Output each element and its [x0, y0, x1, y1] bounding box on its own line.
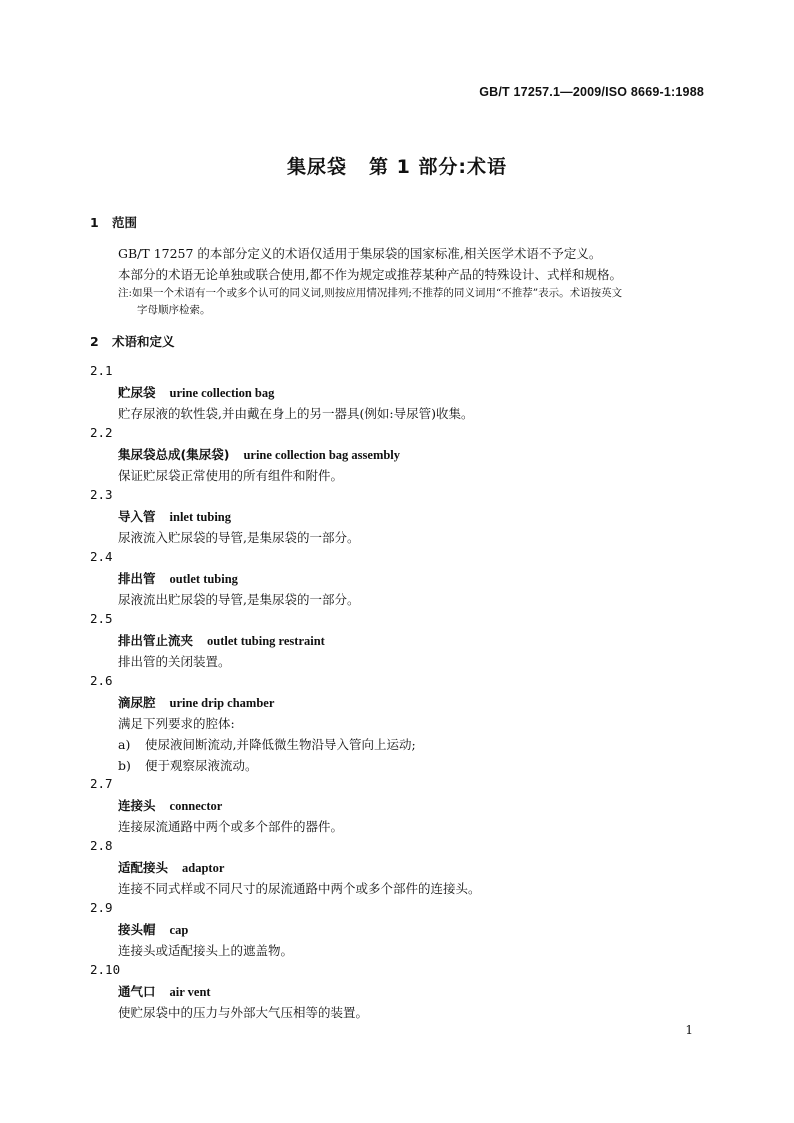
page-number: 1 — [685, 1023, 693, 1037]
term-definition: 排出管的关闭装置。 — [118, 654, 231, 669]
term-heading: 接头帽 cap — [118, 922, 189, 937]
term-heading: 通气口 air vent — [118, 984, 211, 999]
term-number: 2.6 — [90, 673, 113, 688]
term-number: 2.3 — [90, 487, 113, 502]
section-heading-scope: 1 范围 — [90, 215, 138, 230]
term-heading: 适配接头 adaptor — [118, 860, 225, 875]
scope-note-line-2: 字母顺序检索。 — [137, 304, 211, 316]
list-item: a) 使尿液间断流动,并降低微生物沿导入管向上运动; — [118, 737, 416, 752]
term-number: 2.4 — [90, 549, 113, 564]
term-definition: 使贮尿袋中的压力与外部大气压相等的装置。 — [118, 1005, 369, 1020]
term-number: 2.5 — [90, 611, 113, 626]
term-number: 2.10 — [90, 962, 121, 977]
section-heading-terms: 2 术语和定义 — [90, 334, 175, 349]
term-definition: 连接头或适配接头上的遮盖物。 — [118, 943, 294, 958]
term-heading: 排出管止流夹 outlet tubing restraint — [118, 633, 325, 648]
term-heading: 排出管 outlet tubing — [118, 571, 238, 586]
list-item: b) 便于观察尿液流动。 — [118, 758, 258, 773]
term-heading: 集尿袋总成(集尿袋) urine collection bag assembly — [118, 447, 401, 462]
term-heading: 滴尿腔 urine drip chamber — [118, 695, 275, 710]
scope-note-line-1: 注:如果一个术语有一个或多个认可的同义词,则按应用情况排列;不推荐的同义词用“不推荐”表示。术语按英文 — [118, 287, 623, 299]
scope-paragraph-1: GB/T 17257 的本部分定义的术语仅适用于集尿袋的国家标准,相关医学术语不予定义。 — [118, 246, 602, 261]
page-title — [0, 152, 794, 179]
term-definition: 连接尿流通路中两个或多个部件的器件。 — [118, 819, 344, 834]
term-number: 2.1 — [90, 363, 113, 378]
term-number: 2.7 — [90, 776, 113, 791]
term-definition: 保证贮尿袋正常使用的所有组件和附件。 — [118, 468, 344, 483]
term-number: 2.8 — [90, 838, 113, 853]
scope-note — [118, 285, 718, 319]
title-part2: 第 1 部分:术语 — [368, 156, 508, 178]
term-definition: 连接不同式样或不同尺寸的尿流通路中两个或多个部件的连接头。 — [118, 881, 481, 896]
term-heading: 连接头 connector — [118, 798, 223, 813]
term-definition: 满足下列要求的腔体: — [118, 716, 235, 731]
term-number: 2.2 — [90, 425, 113, 440]
title-part1: 集尿袋 — [286, 156, 347, 178]
term-definition: 贮存尿液的软性袋,并由戴在身上的另一器具(例如:导尿管)收集。 — [118, 406, 474, 421]
standard-code: GB/T 17257.1—2009/ISO 8669-1:1988 — [479, 85, 704, 99]
term-heading: 贮尿袋 urine collection bag — [118, 385, 275, 400]
term-heading: 导入管 inlet tubing — [118, 509, 231, 524]
term-number: 2.9 — [90, 900, 113, 915]
term-definition: 尿液流出贮尿袋的导管,是集尿袋的一部分。 — [118, 592, 360, 607]
scope-paragraph-2: 本部分的术语无论单独或联合使用,都不作为规定或推荐某种产品的特殊设计、式样和规格。 — [118, 267, 622, 282]
term-definition: 尿液流入贮尿袋的导管,是集尿袋的一部分。 — [118, 530, 360, 545]
